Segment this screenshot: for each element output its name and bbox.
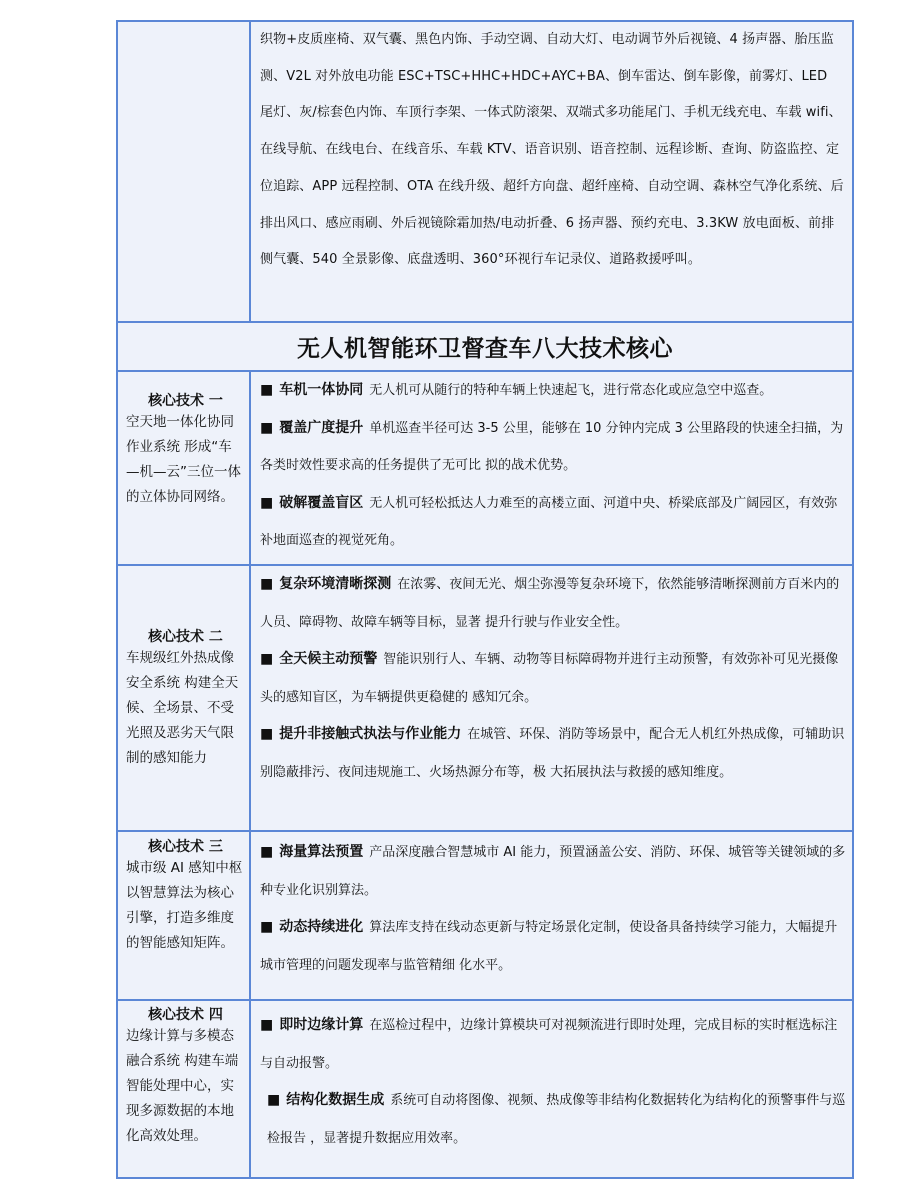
tech-item-text: 在浓雾、夜间无光、烟尘弥漫等复杂环境下，依然能够清晰探测前方百米内的人员、障碍物、故障车辆等目标，显著 提升行驶与作业安全性。 <box>260 577 840 630</box>
bullet-square-icon: ■ <box>260 651 274 667</box>
tech-item-keyword: 提升非接触式执法与作业能力 <box>279 726 462 742</box>
bullet-square-icon: ■ <box>260 419 274 436</box>
core-tech-label-cell <box>117 371 250 565</box>
spec-row <box>117 21 853 322</box>
tech-item-keyword: 车机一体协同 <box>279 382 364 398</box>
tech-item-keyword: 结构化数据生成 <box>286 1092 385 1108</box>
core-tech-content-cell <box>250 1000 853 1178</box>
bullet-square-icon: ■ <box>260 382 274 398</box>
core-tech-heading: 核心技术 二 <box>148 628 223 645</box>
bullet-square-icon: ■ <box>267 1092 281 1108</box>
core-tech-description: 边缘计算与多模态融合系统 构建车端智能处理中心，实现多源数据的本地化高效处理。 <box>126 1028 239 1144</box>
tech-item <box>251 1001 852 1082</box>
core-tech-description: 空天地一体化协同作业系统 形成“车—机—云”三位一体的立体协同网络。 <box>126 414 241 505</box>
core-tech-content-cell <box>250 565 853 831</box>
core-tech-label-cell <box>117 1000 250 1178</box>
tech-item <box>251 716 852 791</box>
tech-item-text: 系统可自动将图像、视频、热成像等非结构化数据转化为结构化的预警事件与巡检报告 ，显著提升数据应用效率。 <box>267 1093 846 1146</box>
tech-item-text: 单机巡查半径可达 3-5 公里，能够在 10 分钟内完成 3 公里路段的快速全扫描，为各类时效性要求高的任务提供了无可比 拟的战术优势。 <box>260 420 844 473</box>
core-tech-row-4 <box>117 1000 853 1178</box>
core-tech-content-cell <box>250 831 853 1000</box>
core-tech-heading: 核心技术 一 <box>148 393 223 409</box>
core-tech-row-3 <box>117 831 853 1000</box>
tech-item <box>251 372 852 410</box>
section-title: 无人机智能环卫督查车八大技术核心 <box>117 322 853 371</box>
feature-list-text: 织物+皮质座椅、双气囊、黑色内饰、手动空调、自动大灯、电动调节外后视镜、4 扬声器、胎压监测、V2L 对外放电功能 ESC+TSC+HHC+HDC+AYC+BA、倒车雷达、倒车影像，前雾灯、LED 尾灯、灰/棕套色内饰、车顶行李架、一体式防滚架、双端式多功能尾门、手机无线充电、车载 wifi、在线导航、在线电台、在线音乐、车载 KTV、语音识别、语音控制、远程诊断、查询、防盗监控、定位追踪、APP 远程控制、OTA 在线升级、超纤方向盘、超纤座椅、自动空调、森林空气净化系统、后排出风口、感应雨刷、外后视镜除霜加热/电动折叠、6 扬声器、预约充电、3.3KW 放电面板、前排侧气囊、540 全景影像、底盘透明、360°环视行车记录仪、道路救援呼叫。 <box>260 32 844 268</box>
section-title-row <box>117 322 853 371</box>
tech-item <box>251 566 852 641</box>
tech-item-keyword: 覆盖广度提升 <box>279 419 364 436</box>
bullet-square-icon: ■ <box>260 494 274 511</box>
bullet-square-icon: ■ <box>260 726 274 742</box>
core-tech-label-cell <box>117 831 250 1000</box>
bullet-square-icon: ■ <box>260 576 274 592</box>
tech-item <box>251 1082 852 1157</box>
tech-item-text: 在城管、环保、消防等场景中，配合无人机红外热成像，可辅助识别隐蔽排污、夜间违规施工、火场热源分布等，极 大拓展执法与救援的感知维度。 <box>260 727 845 780</box>
tech-item-keyword: 即时边缘计算 <box>279 1017 364 1033</box>
tech-item-keyword: 破解覆盖盲区 <box>279 494 364 511</box>
tech-item-keyword: 全天候主动预警 <box>279 651 378 667</box>
tech-item-text: 智能识别行人、车辆、动物等目标障碍物并进行主动预警，有效弥补可见光摄像头的感知盲区，为车辆提供更稳健的 感知冗余。 <box>260 652 839 705</box>
core-tech-description: 城市级 AI 感知中枢 以智慧算法为核心引擎，打造多维度的智能感知矩阵。 <box>126 860 243 951</box>
tech-item-keyword: 海量算法预置 <box>279 844 364 860</box>
tech-item-text: 产品深度融合智慧城市 AI 能力，预置涵盖公安、消防、环保、城管等关键领域的多种专业化识别算法。 <box>260 845 846 898</box>
bullet-square-icon: ■ <box>260 919 274 935</box>
tech-item-text: 算法库支持在线动态更新与特定场景化定制，使设备具备持续学习能力，大幅提升城市管理的问题发现率与监管精细 化水平。 <box>260 920 838 973</box>
tech-item-text: 在巡检过程中，边缘计算模块可对视频流进行即时处理，完成目标的实时框选标注与自动报警。 <box>260 1018 838 1071</box>
tech-item <box>251 485 852 560</box>
tech-spec-table <box>116 20 854 1179</box>
tech-item <box>251 832 852 909</box>
tech-item <box>251 909 852 984</box>
spec-row-content-cell <box>250 21 853 322</box>
tech-item-keyword: 复杂环境清晰探测 <box>279 576 392 592</box>
tech-item-text: 无人机可从随行的特种车辆上快速起飞，进行常态化或应急空中巡查。 <box>369 383 773 398</box>
core-tech-label-cell <box>117 565 250 831</box>
core-tech-content-cell <box>250 371 853 565</box>
tech-item-keyword: 动态持续进化 <box>279 919 364 935</box>
tech-item <box>251 641 852 716</box>
core-tech-row-2 <box>117 565 853 831</box>
bullet-square-icon: ■ <box>260 1017 274 1033</box>
tech-item <box>251 410 852 485</box>
core-tech-heading: 核心技术 三 <box>148 839 223 855</box>
core-tech-heading: 核心技术 四 <box>148 1007 223 1023</box>
tech-item-text: 无人机可轻松抵达人力难至的高楼立面、河道中央、桥梁底部及广阔园区，有效弥补地面巡查的视觉死角。 <box>260 495 838 548</box>
core-tech-description: 车规级红外热成像安全系统 构建全天候、全场景、不受光照及恶劣天气限制的感知能力 <box>126 649 239 766</box>
spec-row-left-cell <box>117 21 250 322</box>
core-tech-row-1 <box>117 371 853 565</box>
bullet-square-icon: ■ <box>260 844 274 860</box>
